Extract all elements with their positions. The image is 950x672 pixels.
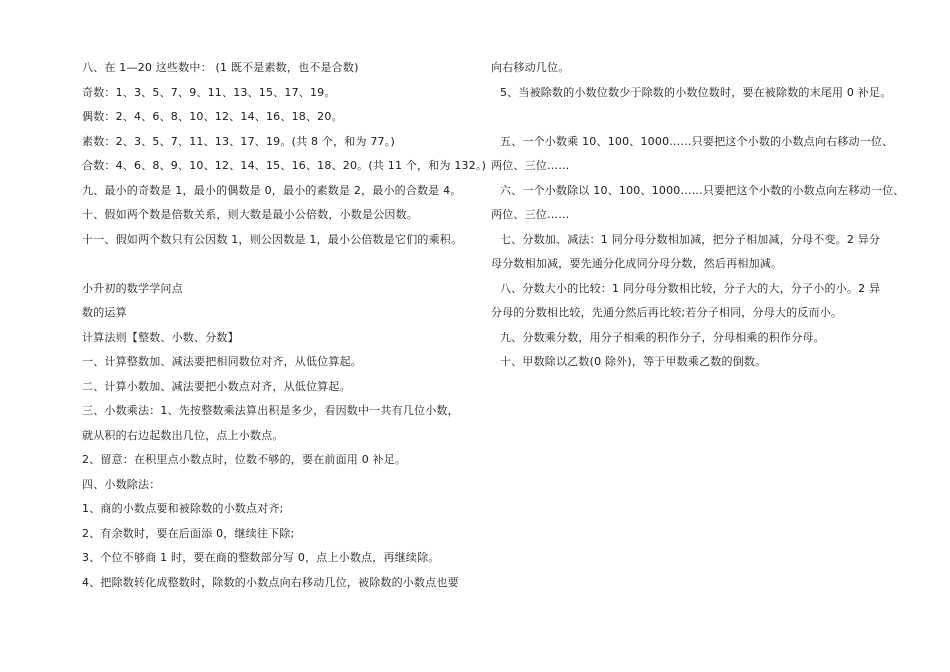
- subsection-heading: 数的运算: [82, 306, 127, 319]
- text-line: 八、在 1—20 这些数中： (1 既不是素数，也不是合数): [82, 61, 359, 74]
- left-column: [82, 56, 487, 595]
- text-line: 合数：4、6、8、9、10、12、14、15、16、18、20。(共 11 个，和为 132。): [82, 159, 487, 172]
- text-line: 六、一个小数除以 10、100、1000……只要把这个小数的小数点向左移动一位、: [500, 183, 905, 197]
- text-line: 五、一个小数乘 10、100、1000……只要把这个小数的小数点向右移动一位、: [500, 134, 894, 148]
- text-line: 2、留意：在积里点小数点时，位数不够的，要在前面用 0 补足。: [82, 453, 407, 466]
- right-column: [491, 56, 905, 375]
- text-line: 十、甲数除以乙数(0 除外)，等于甲数乘乙数的倒数。: [500, 355, 767, 368]
- text-line: 四、小数除法：: [82, 477, 161, 491]
- text-line: 母分数相加减，要先通分化成同分母分数，然后再相加减。: [491, 257, 783, 270]
- text-line: 两位、三位……: [491, 159, 570, 172]
- text-line: 分母的分数相比较，先通分然后再比较;若分子相同，分母大的反而小。: [491, 306, 843, 319]
- text-line: 三、小数乘法：1、先按整数乘法算出积是多少，看因数中一共有几位小数，: [82, 404, 459, 417]
- text-line: 就从积的右边起数出几位，点上小数点。: [82, 428, 284, 442]
- text-line: 两位、三位……: [491, 208, 570, 221]
- text-line: 1、商的小数点要和被除数的小数点对齐;: [82, 502, 284, 515]
- text-line: 4、把除数转化成整数时，除数的小数点向右移动几位，被除数的小数点也要: [82, 575, 459, 589]
- text-line: 八、分数大小的比较：1 同分母分数相比较，分子大的大，分子小的小。2 异: [500, 281, 881, 295]
- blank-line: [82, 252, 467, 277]
- text-line: 九、最小的奇数是 1，最小的偶数是 0，最小的素数是 2，最小的合数是 4。: [82, 183, 462, 197]
- text-line: 2、有余数时，要在后面添 0，继续往下除;: [82, 526, 295, 540]
- text-line: 奇数：1、3、5、7、9、11、13、15、17、19。: [82, 85, 336, 99]
- text-line: 十、假如两个数是倍数关系，则大数是最小公倍数，小数是公因数。: [82, 208, 418, 221]
- text-line: 向右移动几位。: [491, 61, 570, 74]
- text-line: 一、计算整数加、减法要把相同数位对齐，从低位算起。: [82, 355, 362, 368]
- text-line: 七、分数加、减法：1 同分母分数相加减，把分子相加减，分母不变。2 异分: [500, 232, 881, 246]
- blank-line: [491, 105, 886, 130]
- subsection-heading: 计算法则【整数、小数、分数】: [82, 330, 239, 344]
- text-line: 二、计算小数加、减法要把小数点对齐，从低位算起。: [82, 379, 351, 393]
- text-line: 素数：2、3、5、7、11、13、17、19。(共 8 个，和为 77。): [82, 134, 395, 148]
- text-line: 偶数：2、4、6、8、10、12、14、16、18、20。: [82, 110, 343, 123]
- text-line: 3、个位不够商 1 时，要在商的整数部分写 0，点上小数点，再继续除。: [82, 551, 440, 564]
- text-line: 5、当被除数的小数位数少于除数的小数位数时，要在被除数的末尾用 0 补足。: [500, 85, 892, 99]
- text-line: 九、分数乘分数，用分子相乘的积作分子，分母相乘的积作分母。: [500, 330, 825, 344]
- section-heading: 小升初的数学学问点: [82, 281, 183, 295]
- text-line: 十一、假如两个数只有公因数 1，则公因数是 1，最小公倍数是它们的乘积。: [82, 232, 463, 246]
